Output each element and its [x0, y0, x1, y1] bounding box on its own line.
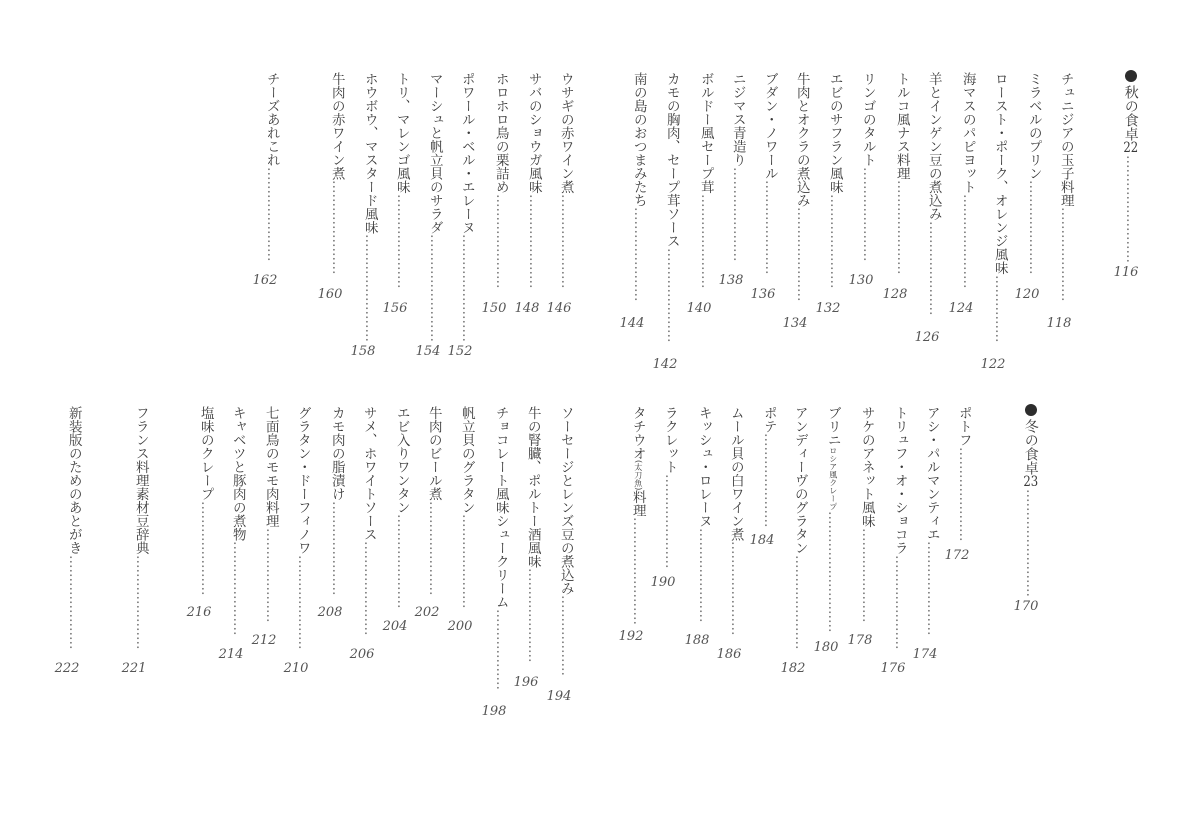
leader-dots: …………………: [760, 433, 777, 528]
leader-dots: …………………: [458, 514, 475, 609]
entry-title-suffix: 料理: [629, 490, 646, 518]
leader-dots: …………………: [663, 247, 680, 342]
leader-dots: …………………: [630, 207, 647, 302]
leader-dots: …………………: [695, 527, 712, 622]
toc-entry: [992, 72, 1006, 342]
toc-entry: [762, 72, 776, 275]
page-number: 172: [944, 548, 970, 563]
toc-entry: [956, 406, 970, 541]
toc-entry: [394, 406, 408, 609]
leader-dots: ……………………: [458, 234, 475, 342]
toc-entry: [198, 406, 212, 595]
page-number: 132: [815, 301, 841, 316]
toc-entry: [526, 72, 540, 288]
page-number: 174: [912, 647, 938, 662]
toc-entry: [728, 406, 742, 636]
page-number: 170: [1013, 598, 1039, 614]
toc-entry: [1058, 72, 1072, 302]
page-number: 128: [882, 287, 908, 302]
entry-title: 牛肉とオクラの煮込み: [793, 72, 810, 207]
leader-dots: …………………: [294, 554, 311, 649]
page-number: 206: [349, 647, 375, 662]
leader-dots: …………………: [263, 166, 280, 261]
page-number: 182: [780, 661, 806, 676]
entry-title: カモ肉の脂漬け: [328, 406, 345, 501]
page-number: 212: [251, 633, 277, 648]
toc-entry: [730, 72, 744, 261]
entry-title: キャベツと豚肉の煮物: [229, 406, 246, 541]
entry-title: 牛肉の赤ワイン煮: [328, 72, 345, 180]
leader-dots: …………………: [1025, 180, 1042, 275]
page-number: 162: [252, 273, 278, 288]
leader-dots: …………………: [328, 180, 345, 275]
leader-dots: …………………: [197, 500, 214, 595]
leader-dots: ………………………: [824, 510, 841, 632]
toc-entry: [924, 406, 938, 636]
entry-title: カモの胸肉、セープ茸ソース: [663, 72, 680, 248]
page-number: 176: [880, 661, 906, 676]
toc-entry: [459, 72, 473, 342]
leader-dots: …………………: [393, 193, 410, 288]
toc-entry: [426, 406, 440, 595]
entry-title: グラタン・ドーフィノワ: [294, 406, 311, 555]
page-number: 198: [481, 704, 507, 719]
section-title: 秋の食卓: [1122, 85, 1139, 141]
entry-title: 海マスのパピヨット: [959, 72, 976, 194]
page-number: 120: [1014, 287, 1040, 302]
entry-subtitle: ロシア風クレープ: [828, 446, 838, 511]
toc-entry: [926, 72, 940, 315]
leader-dots: ……………………: [629, 517, 646, 626]
entry-title: ホウボウ、マスタード風味: [361, 72, 378, 234]
entry-title: ロースト・ポーク、オレンジ風味: [991, 72, 1008, 275]
entry-title: マーシュと帆立貝のサラダ: [426, 72, 443, 234]
page-number: 152: [447, 344, 473, 359]
leader-dots: …………………: [262, 527, 279, 622]
entry-title: 七面鳥のモモ肉料理: [262, 406, 279, 528]
leader-dots: …………………: [524, 568, 541, 663]
page-number: 136: [750, 287, 776, 302]
entry-title: ブリニ: [824, 406, 841, 447]
toc-entry: [295, 406, 309, 649]
page-number: 118: [1046, 316, 1072, 331]
leader-dots: …………………: [393, 514, 410, 609]
entry-title: サメ、ホワイトソース: [360, 406, 377, 541]
toc-entry: [558, 72, 572, 288]
entry-title: トリ、マレンゴ風味: [393, 72, 410, 194]
page-number: 210: [283, 661, 309, 676]
entry-title: 南の島のおつまみたち: [630, 72, 647, 207]
toc-entry: [960, 72, 974, 288]
toc-entry: [361, 406, 375, 636]
leader-dots: …………………: [891, 554, 908, 649]
entry-title: ウサギの赤ワイン煮: [557, 72, 574, 194]
leader-dots: …………………: [132, 554, 149, 649]
toc-entry: [860, 72, 874, 261]
toc-entry: [493, 72, 507, 288]
page-number: 138: [718, 273, 744, 288]
leader-dots: …………………: [791, 554, 808, 649]
toc-entry: [664, 72, 678, 342]
leader-dots: …………………: [492, 193, 509, 288]
toc-entry: [630, 406, 644, 625]
toc-entry: [859, 406, 873, 622]
page-number: 146: [546, 301, 572, 316]
leader-dots: …………………: [661, 473, 678, 568]
entry-title: エビ入りワンタン: [393, 406, 410, 514]
page-number: 160: [317, 287, 343, 302]
page-number: 216: [186, 605, 212, 620]
entry-title: 帆立貝のグラタン: [458, 406, 475, 514]
leader-dots: …………………: [826, 193, 843, 288]
page-number: 140: [686, 301, 712, 316]
toc-entry: [1026, 72, 1040, 275]
leader-dots: …………………: [959, 193, 976, 288]
toc-entry: [558, 406, 572, 676]
page-number: 124: [948, 301, 974, 316]
leader-dots: ………………: [492, 608, 509, 690]
toc-entry: [894, 72, 908, 275]
entry-title: タチウオ: [629, 406, 646, 460]
toc-entry: [264, 72, 278, 261]
toc-entry: [794, 72, 808, 302]
leader-dots: …………………: [328, 500, 345, 595]
entry-title: ニジマス青造り: [729, 72, 746, 167]
toc-entry: [263, 406, 277, 622]
entry-title: ラクレット: [661, 406, 678, 474]
entry-title: 羊とインゲン豆の煮込み: [925, 72, 942, 221]
entry-title: ブダン・ノワール: [761, 72, 778, 180]
entry-title: 新装版のためのあとがき: [65, 406, 82, 555]
entry-title: サバのショウガ風味: [525, 72, 542, 194]
page-number: 126: [914, 330, 940, 345]
leader-dots: ……………: [991, 274, 1008, 342]
leader-dots: …………………: [727, 541, 744, 636]
entry-title: 牛肉のビール煮: [425, 406, 442, 501]
page-number: 184: [749, 533, 775, 548]
page-number: 156: [382, 301, 408, 316]
leader-dots: …………………: [925, 220, 942, 315]
leader-dots: …………………: [557, 193, 574, 288]
entry-title: トルコ風ナス料理: [893, 72, 910, 180]
toc-entry: [662, 406, 676, 568]
page-number: 202: [414, 605, 440, 620]
page-number: 200: [447, 619, 473, 634]
leader-dots: ……………………: [361, 234, 378, 342]
page-number: 180: [813, 640, 839, 655]
toc-entry: [631, 72, 645, 302]
entry-subtitle: (太刀魚): [633, 460, 643, 491]
leader-dots: …………………: [1057, 207, 1074, 302]
leader-dots: ……………………: [1022, 488, 1039, 597]
entry-title: ソーセージとレンズ豆の煮込み: [557, 406, 574, 595]
page-number: 214: [218, 647, 244, 662]
bullet-icon: [1125, 70, 1137, 82]
toc-entry: [696, 406, 710, 622]
leader-dots: …………………: [793, 207, 810, 302]
toc-entry: [493, 406, 507, 690]
page-number: 130: [848, 273, 874, 288]
section-number: 22: [1123, 141, 1139, 155]
page-number: 204: [382, 619, 408, 634]
entry-title: チョコレート風味シュークリーム: [492, 406, 509, 609]
entry-title: ホロホロ鳥の栗詰め: [492, 72, 509, 194]
entry-title: ムール貝の白ワイン煮: [727, 406, 744, 541]
leader-dots: …………………: [697, 193, 714, 288]
toc-entry: [459, 406, 473, 609]
page-number: 194: [546, 689, 572, 704]
leader-dots: …………………: [229, 541, 246, 636]
page-number: 158: [350, 344, 376, 359]
page-number: 150: [481, 301, 507, 316]
section-title: 冬の食卓: [1022, 419, 1039, 475]
page-number: 190: [650, 575, 676, 590]
toc-entry: [698, 72, 712, 288]
leader-dots: …………………: [729, 166, 746, 261]
entry-title: ポテ: [760, 406, 777, 433]
page-number: 196: [513, 675, 539, 690]
entry-title: リンゴのタルト: [859, 72, 876, 167]
entry-title: 塩味のクレープ: [197, 406, 214, 501]
entry-title: ミラベルのプリン: [1025, 72, 1042, 180]
leader-dots: …………………: [425, 500, 442, 595]
winter-section-heading: [1023, 404, 1038, 597]
leader-dots: …………………: [858, 527, 875, 622]
section-number: 23: [1023, 475, 1039, 489]
page-number: 192: [618, 629, 644, 644]
autumn-section-heading: [1123, 70, 1138, 263]
leader-dots: …………………: [955, 446, 972, 541]
leader-dots: …………………: [761, 180, 778, 275]
page-number: 122: [980, 357, 1006, 372]
toc-entry: [525, 406, 539, 663]
toc-entry: [329, 406, 343, 595]
appendix-entry: [133, 406, 147, 649]
entry-title: ボルドー風セープ茸: [697, 72, 714, 194]
entry-title: エビのサフラン風味: [826, 72, 843, 194]
page-number: 221: [121, 661, 147, 676]
page-number: 148: [514, 301, 540, 316]
page-number: 134: [782, 316, 808, 331]
entry-title: ポトフ: [955, 406, 972, 447]
leader-dots: ……………………: [1122, 154, 1139, 263]
entry-title: フランス料理素材豆辞典: [132, 406, 149, 555]
entry-title: アンディーヴのグラタン: [791, 406, 808, 555]
leader-dots: ……………………: [426, 234, 443, 342]
leader-dots: …………………: [65, 554, 82, 649]
entry-title: トリュフ・オ・ショコラ: [891, 406, 908, 555]
entry-title: チーズあれこれ: [263, 72, 280, 167]
toc-entry: [892, 406, 906, 649]
page-number: 186: [716, 647, 742, 662]
toc-entry: [329, 72, 343, 275]
toc-entry: [792, 406, 806, 649]
entry-title: ポワール・ベル・エレーヌ: [458, 72, 475, 234]
toc-entry: [427, 72, 441, 342]
toc-entry: [761, 406, 775, 528]
leader-dots: ………………: [557, 595, 574, 676]
toc-entry: [230, 406, 244, 636]
toc-entry: [827, 72, 841, 288]
bullet-icon: [1025, 404, 1037, 416]
entry-title: アシ・パルマンティエ: [923, 406, 940, 541]
appendix-entry: [66, 406, 80, 649]
page-number: 144: [619, 316, 645, 331]
leader-dots: …………………: [859, 166, 876, 261]
leader-dots: …………………: [893, 180, 910, 275]
toc-entry: [394, 72, 408, 288]
page-number: 116: [1113, 264, 1139, 280]
toc-entry: [362, 72, 376, 342]
page-number: 208: [317, 605, 343, 620]
entry-title: キッシュ・ロレーヌ: [695, 406, 712, 528]
entry-title: サケのアネット風味: [858, 406, 875, 528]
page-number: 222: [54, 661, 80, 676]
toc-entry: [825, 406, 839, 632]
page-number: 188: [684, 633, 710, 648]
page-number: 154: [415, 344, 441, 359]
leader-dots: …………………: [525, 193, 542, 288]
entry-title: 牛の腎臓、ポルトー酒風味: [524, 406, 541, 568]
entry-title: チュニジアの玉子料理: [1057, 72, 1074, 207]
leader-dots: …………………: [923, 541, 940, 636]
leader-dots: …………………: [360, 541, 377, 636]
page-number: 142: [652, 357, 678, 372]
page-number: 178: [847, 633, 873, 648]
